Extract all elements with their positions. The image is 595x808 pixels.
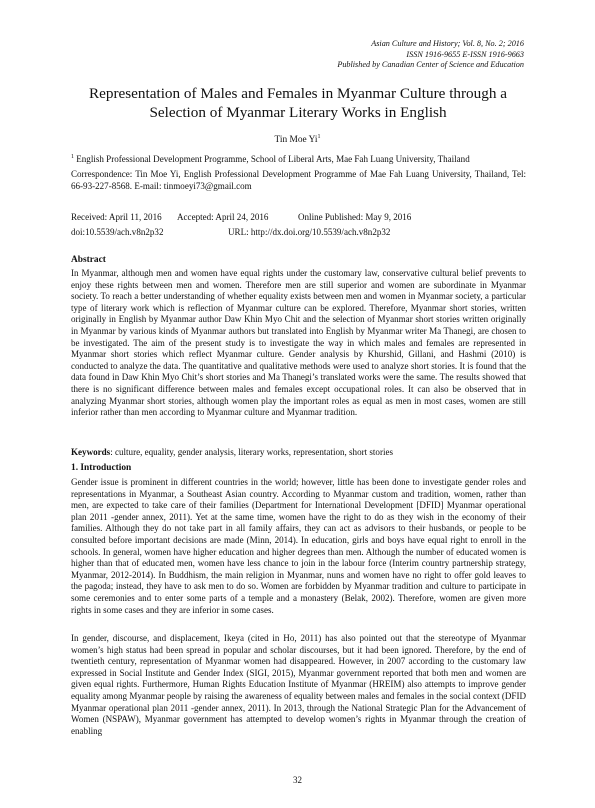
keywords-label: Keywords — [71, 447, 111, 457]
abstract-heading: Abstract — [71, 255, 106, 265]
author-name: Tin Moe Yi — [274, 135, 318, 146]
accepted-date: Accepted: April 24, 2016 — [177, 212, 269, 222]
correspondence: Correspondence: Tin Moe Yi, English Professional Development Programme of Mae Fah Luang University, Thailand, Tel: 66-93-227-8568. E-mail: tinmoeyi73@gmail.com — [71, 169, 526, 191]
affiliation — [71, 152, 526, 166]
introduction-paragraph-2: In gender, discourse, and displacement, Ikeya (cited in Ho, 2011) has also pointed out that the stereotype of Myanmar women’s high status had been spread in popular and scholar discourses, but it had been ignored. Therefore, by the end of twentieth century, representation of Myanmar women had disappeared. However, in 2007 according to the customary law expressed in Social Institute and Gender Index (SIGI, 2015), Myanmar government reported that both men and women are given equal rights. Furthermore, Human Rights Education Institute of Myanmar (HREIM) also attempts to improve gender equality among Myanmar people by raising the awareness of equality between males and females in the social context (DFID Myanmar operational plan 2011 -gender annex, 2011). In 2013, through the National Strategic Plan for the Advancement of Women (NSPAW), Myanmar government has attempted to develop women’s rights in Myanmar through the creation of enabling — [71, 633, 526, 736]
received-date: Received: April 11, 2016 — [71, 212, 162, 222]
paper-title: Representation of Males and Females in Myanmar Culture through a Selection of Myanmar Literary Works in English — [89, 85, 507, 121]
doi-url[interactable]: URL: http://dx.doi.org/10.5539/ach.v8n2p32 — [228, 227, 391, 237]
keywords-text: : culture, equality, gender analysis, literary works, representation, short stories — [110, 447, 394, 457]
page-number: 32 — [293, 775, 302, 785]
affiliation-marker: 1 — [71, 154, 74, 160]
introduction-heading: 1. Introduction — [71, 463, 132, 473]
doi: doi:10.5539/ach.v8n2p32 — [71, 227, 164, 237]
abstract-text: In Myanmar, although men and women have equal rights under the customary law, conservative cultural belief prevents to enjoy these rights between men and women. Therefore men are still superior and women are subordinate in Myanmar society. To reach a better understanding of whether equality exists between men and women in Myanmar society, a particular type of literary work which is reflection of Myanmar culture can be explored. Therefore, Myanmar short stories, written originally in English by Myanmar author Daw Khin Myo Chit and the selection of Myanmar short stories written originally in Myanmar by various kinds of Myanmar authors but translated into English by Myanmar writer Ma Thanegi, are chosen to be investigated. The aim of the present study is to investigate the way in which males and females are represented in Myanmar short stories which reflect Myanmar culture. Gender analysis by Khurshid, Gillani, and Hashmi (2010) is conducted to analyze the data. The quantitative and qualitative methods were used to analyze short stories. It is found that the data found in Daw Khin Myo Chit’s short stories and Ma Thanegi’s translated works were the same. The results showed that there is no significant difference between males and females except occupational roles. It can also be observed that in analyzing Myanmar short stories, although women play the important roles as equal as men in most cases, women are still inferior rather than men according to Myanmar culture and Myanmar tradition. — [71, 268, 526, 418]
journal-header — [337, 39, 524, 71]
author-line — [0, 131, 595, 146]
affiliation-text: English Professional Development Programme, School of Liberal Arts, Mae Fah Luang University, Thailand — [74, 154, 470, 165]
introduction-paragraph-1: Gender issue is prominent in different countries in the world; however, little has been done to investigate gender roles and representations in Myanmar, a Southeast Asian country. According to Myanmar custom and tradition, women, rather than men, are expected to take care of their families (Department for International Development [DFID] Myanmar operational plan 2011 -gender annex, 2011). Yet at the same time, women have the right to do as they wish in the economy of their families. Although they do not take part in all family affairs, they can act as advisors to their husbands, or people to be consulted before important decisions are made (Minn, 2014). In education, girls and boys have equal right to enroll in the schools. In general, women have higher education and higher degrees than men. Although the number of educated women is higher than that of educated men, women have less chance to join in the labour force (Interim country partnership strategy, Myanmar, 2012-2014). In Buddhism, the main religion in Myanmar, nuns and women have no right to offer gold leaves to the pagoda; instead, they have to ask men to do so. Women are forbidden by Myanmar tradition and culture to participate in some ceremonies and to enter some parts of a temple and a monastery (Belak, 2002). Therefore, women are given more rights in some cases and they are inferior in some cases. — [71, 477, 526, 615]
keywords — [71, 447, 526, 459]
doi-line — [71, 226, 390, 238]
publication-dates — [71, 211, 411, 223]
journal-issn: ISSN 1916-9655 E-ISSN 1916-9663 — [406, 49, 524, 59]
published-date: Online Published: May 9, 2016 — [298, 212, 412, 222]
journal-publisher: Published by Canadian Center of Science and Education — [337, 60, 524, 70]
journal-name: Asian Culture and History; Vol. 8, No. 2; 2016 — [371, 39, 524, 48]
author-affiliation-marker: 1 — [317, 134, 321, 140]
